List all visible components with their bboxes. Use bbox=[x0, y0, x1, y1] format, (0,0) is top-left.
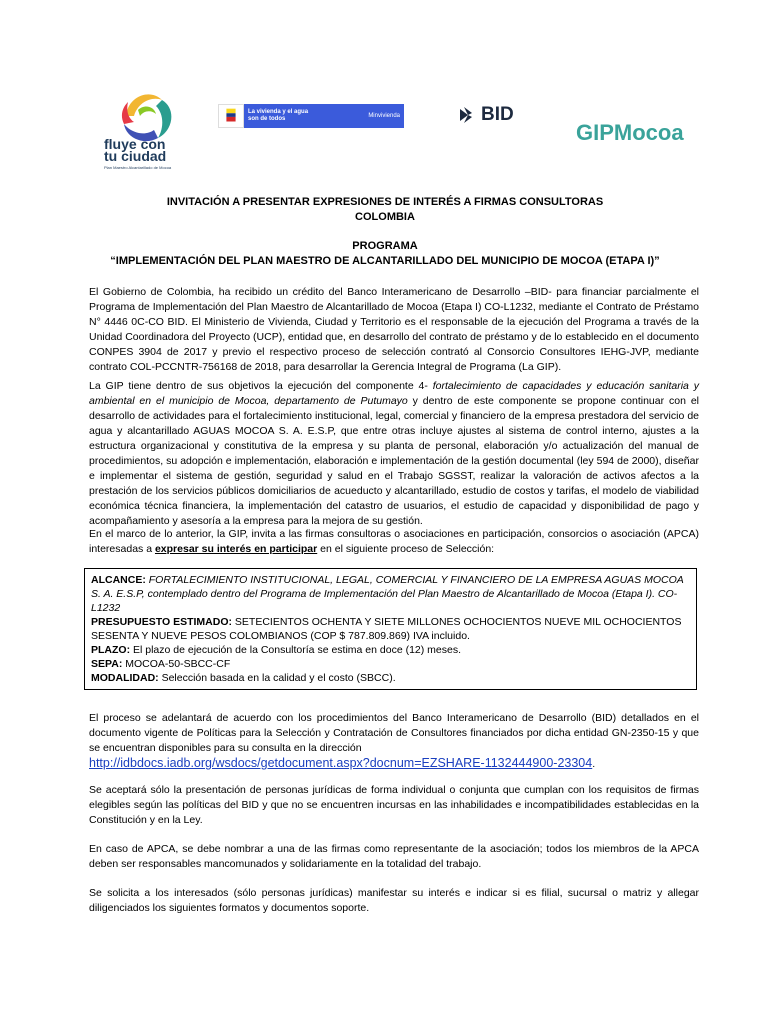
p4-a: El proceso se adelantará de acuerdo con los procedimientos del Banco Interamericano de Desarrollo (BID) detallados en el documento vigente de Políticas para la Selección y Contratación de Consultores financiados por dicha entidad GN-2350-15 y que se encuentran disponibles para su consulta en la dirección bbox=[89, 712, 699, 754]
fluye-small: Plan Maestro Alcantarillado de Mocoa bbox=[104, 165, 172, 170]
fluye-line2: tu ciudad bbox=[104, 148, 167, 164]
paragraph-6: En caso de APCA, se debe nombrar a una de las firmas como representante de la asociación; todos los miembros de la APCA deben ser responsables mancomunados y solidariamente en la totalidad del trabajo. bbox=[89, 843, 699, 870]
plazo-label: PLAZO: bbox=[91, 644, 131, 656]
gov-banner bbox=[244, 104, 404, 128]
sepa-text: MOCOA-50-SBCC-CF bbox=[122, 658, 231, 670]
presupuesto-text: SETECIENTOS OCHENTA Y SIETE MILLONES OCHOCIENTOS NUEVE MIL OCHOCIENTOS SESENTA Y NUEVE PESOS COLOMBIANOS (COP $ 787.809.869) IVA incluido. bbox=[91, 616, 682, 642]
paragraph-3 bbox=[89, 527, 699, 557]
modalidad-text: Selección basada en la calidad y el costo (SBCC). bbox=[158, 672, 396, 684]
sepa-label: SEPA: bbox=[91, 658, 123, 670]
title-line2: COLOMBIA bbox=[355, 211, 415, 223]
paragraph-1: El Gobierno de Colombia, ha recibido un crédito del Banco Interamericano de Desarrollo –BID- para financiar parcialmente el Programa de Implementación del Plan Maestro de Alcantarillado de Mocoa (Etapa I) CO-L1232, mediante el Contrato de Préstamo N° 4446 0C-CO BID. El Ministerio de Vivienda, Ciudad y Territorio es el responsable de la ejecución del Programa a través de la Unidad Coordinadora del Proyecto (UCP), entidad que, en desarrollo del contrato de préstamo y de lo establecido en el documento CONPES 3904 de 2017 y previo el respectivo proceso de selección contrató al Consorcio Consultores IEHG-JVP, mediante contrato COL-PCCNTR-756168 de 2018, para desarrollar la Gerencia Integral de Programa (La GIP). bbox=[89, 286, 699, 373]
sepa-row bbox=[91, 657, 690, 671]
p3-emphasis: expresar su interés en participar bbox=[154, 543, 318, 555]
alcance-row bbox=[91, 573, 690, 615]
gov-logo bbox=[218, 104, 404, 128]
gov-slogan: La vivienda y el agua son de todos bbox=[248, 109, 309, 122]
p3-a: En el marco de lo anterior, la GIP, invita a las firmas consultoras o asociaciones en participación, consorcios o asociación (APCA) interesadas a bbox=[89, 528, 699, 555]
p3-c: en el siguiente proceso de Selección: bbox=[317, 543, 495, 555]
paragraph-4 bbox=[89, 711, 699, 772]
plazo-text: El plazo de ejecución de la Consultoría se estima en doce (12) meses. bbox=[130, 644, 462, 656]
modalidad-row bbox=[91, 671, 690, 685]
title-line1: INVITACIÓN A PRESENTAR EXPRESIONES DE INTERÉS A FIRMAS CONSULTORAS bbox=[166, 196, 604, 208]
title-line3: PROGRAMA bbox=[352, 240, 418, 252]
gov-ministry: Minvivienda bbox=[368, 112, 400, 119]
p4-end: . bbox=[592, 758, 596, 770]
process-box bbox=[84, 568, 697, 690]
title-line4: “IMPLEMENTACIÓN DEL PLAN MAESTRO DE ALCANTARILLADO DEL MUNICIPIO DE MOCOA (ETAPA I)” bbox=[110, 255, 660, 267]
presupuesto-row bbox=[91, 615, 690, 643]
plazo-row bbox=[91, 643, 690, 657]
fluye-logo-text bbox=[104, 138, 166, 162]
bid-mark-icon bbox=[458, 105, 478, 125]
gip-logo: GIPMocoa bbox=[576, 120, 684, 145]
bid-text: BID bbox=[481, 104, 514, 125]
colombia-shield-icon bbox=[218, 104, 244, 128]
p2-a: La GIP tiene dentro de sus objetivos la ejecución del componente 4- bbox=[89, 380, 433, 392]
paragraph-7: Se solicita a los interesados (sólo personas jurídicas) manifestar su interés e indicar si es filial, sucursal o matriz y allegar diligenciados los siguientes formatos y documentos soporte. bbox=[89, 887, 699, 914]
p2-c: y dentro de este componente se propone continuar con el desarrollo de actividades para el fortalecimiento institucional, legal, comercial y financiero de la empresa prestadora del servicio de agua y alcantarillado AGUAS MOCOA S. A. E.S.P, que entre otras incluye ajustes al sistema de control interno, ajustes a la estructura organizacional y constitutiva de la empresa y su planta de personal, elaboración y/o actualización del manual de procedimientos, su adopción e implementación, elaboración e implementación de la gestión documental (ley 594 de 2000), diseñar e implementar el sistema de gestión, seguridad y salud en el Trabajo SGSST, realizar la valoración de activos afectos a la prestación de los servicios públicos domiciliarios de acueducto y alcantarillado, estudio de costos y tarifas, el modelo de viabilidad económica técnica financiera, la implementación del catastro de usuarios, el estudio de capacidad y disponibilidad de pago y acompañamiento y asesoría a la empresa para la mejora de su gestión. bbox=[89, 395, 699, 527]
p2-italic: fortalecimiento de capacidades y educación sanitaria y ambiental en el municipio de Mocoa, departamento de Putumayo bbox=[89, 380, 699, 407]
alcance-text: FORTALECIMIENTO INSTITUCIONAL, LEGAL, COMERCIAL Y FINANCIERO DE LA EMPRESA AGUAS MOCOA S. A. E.S.P, contemplado dentro del Programa de Implementación del Plan Maestro de Alcantarillado de Mocoa (Etapa I). CO-L1232 bbox=[91, 574, 684, 614]
presupuesto-label: PRESUPUESTO ESTIMADO: bbox=[91, 616, 232, 628]
modalidad-label: MODALIDAD: bbox=[91, 672, 159, 684]
fluye-line1: fluye con bbox=[104, 136, 166, 152]
alcance-label: ALCANCE: bbox=[91, 574, 146, 586]
bid-policies-link[interactable]: http://idbdocs.iadb.org/wsdocs/getdocument.aspx?docnum=EZSHARE-1132444900-23304 bbox=[89, 756, 593, 770]
paragraph-5: Se aceptará sólo la presentación de personas jurídicas de forma individual o conjunta que cumplan con los requisitos de firmas elegibles según las políticas del BID y que no se encuentren incursas en las inhabilidades e incompatibilidades establecidas en la Constitución y en la Ley. bbox=[89, 784, 699, 826]
paragraph-2 bbox=[89, 379, 699, 529]
bid-logo bbox=[458, 104, 514, 126]
